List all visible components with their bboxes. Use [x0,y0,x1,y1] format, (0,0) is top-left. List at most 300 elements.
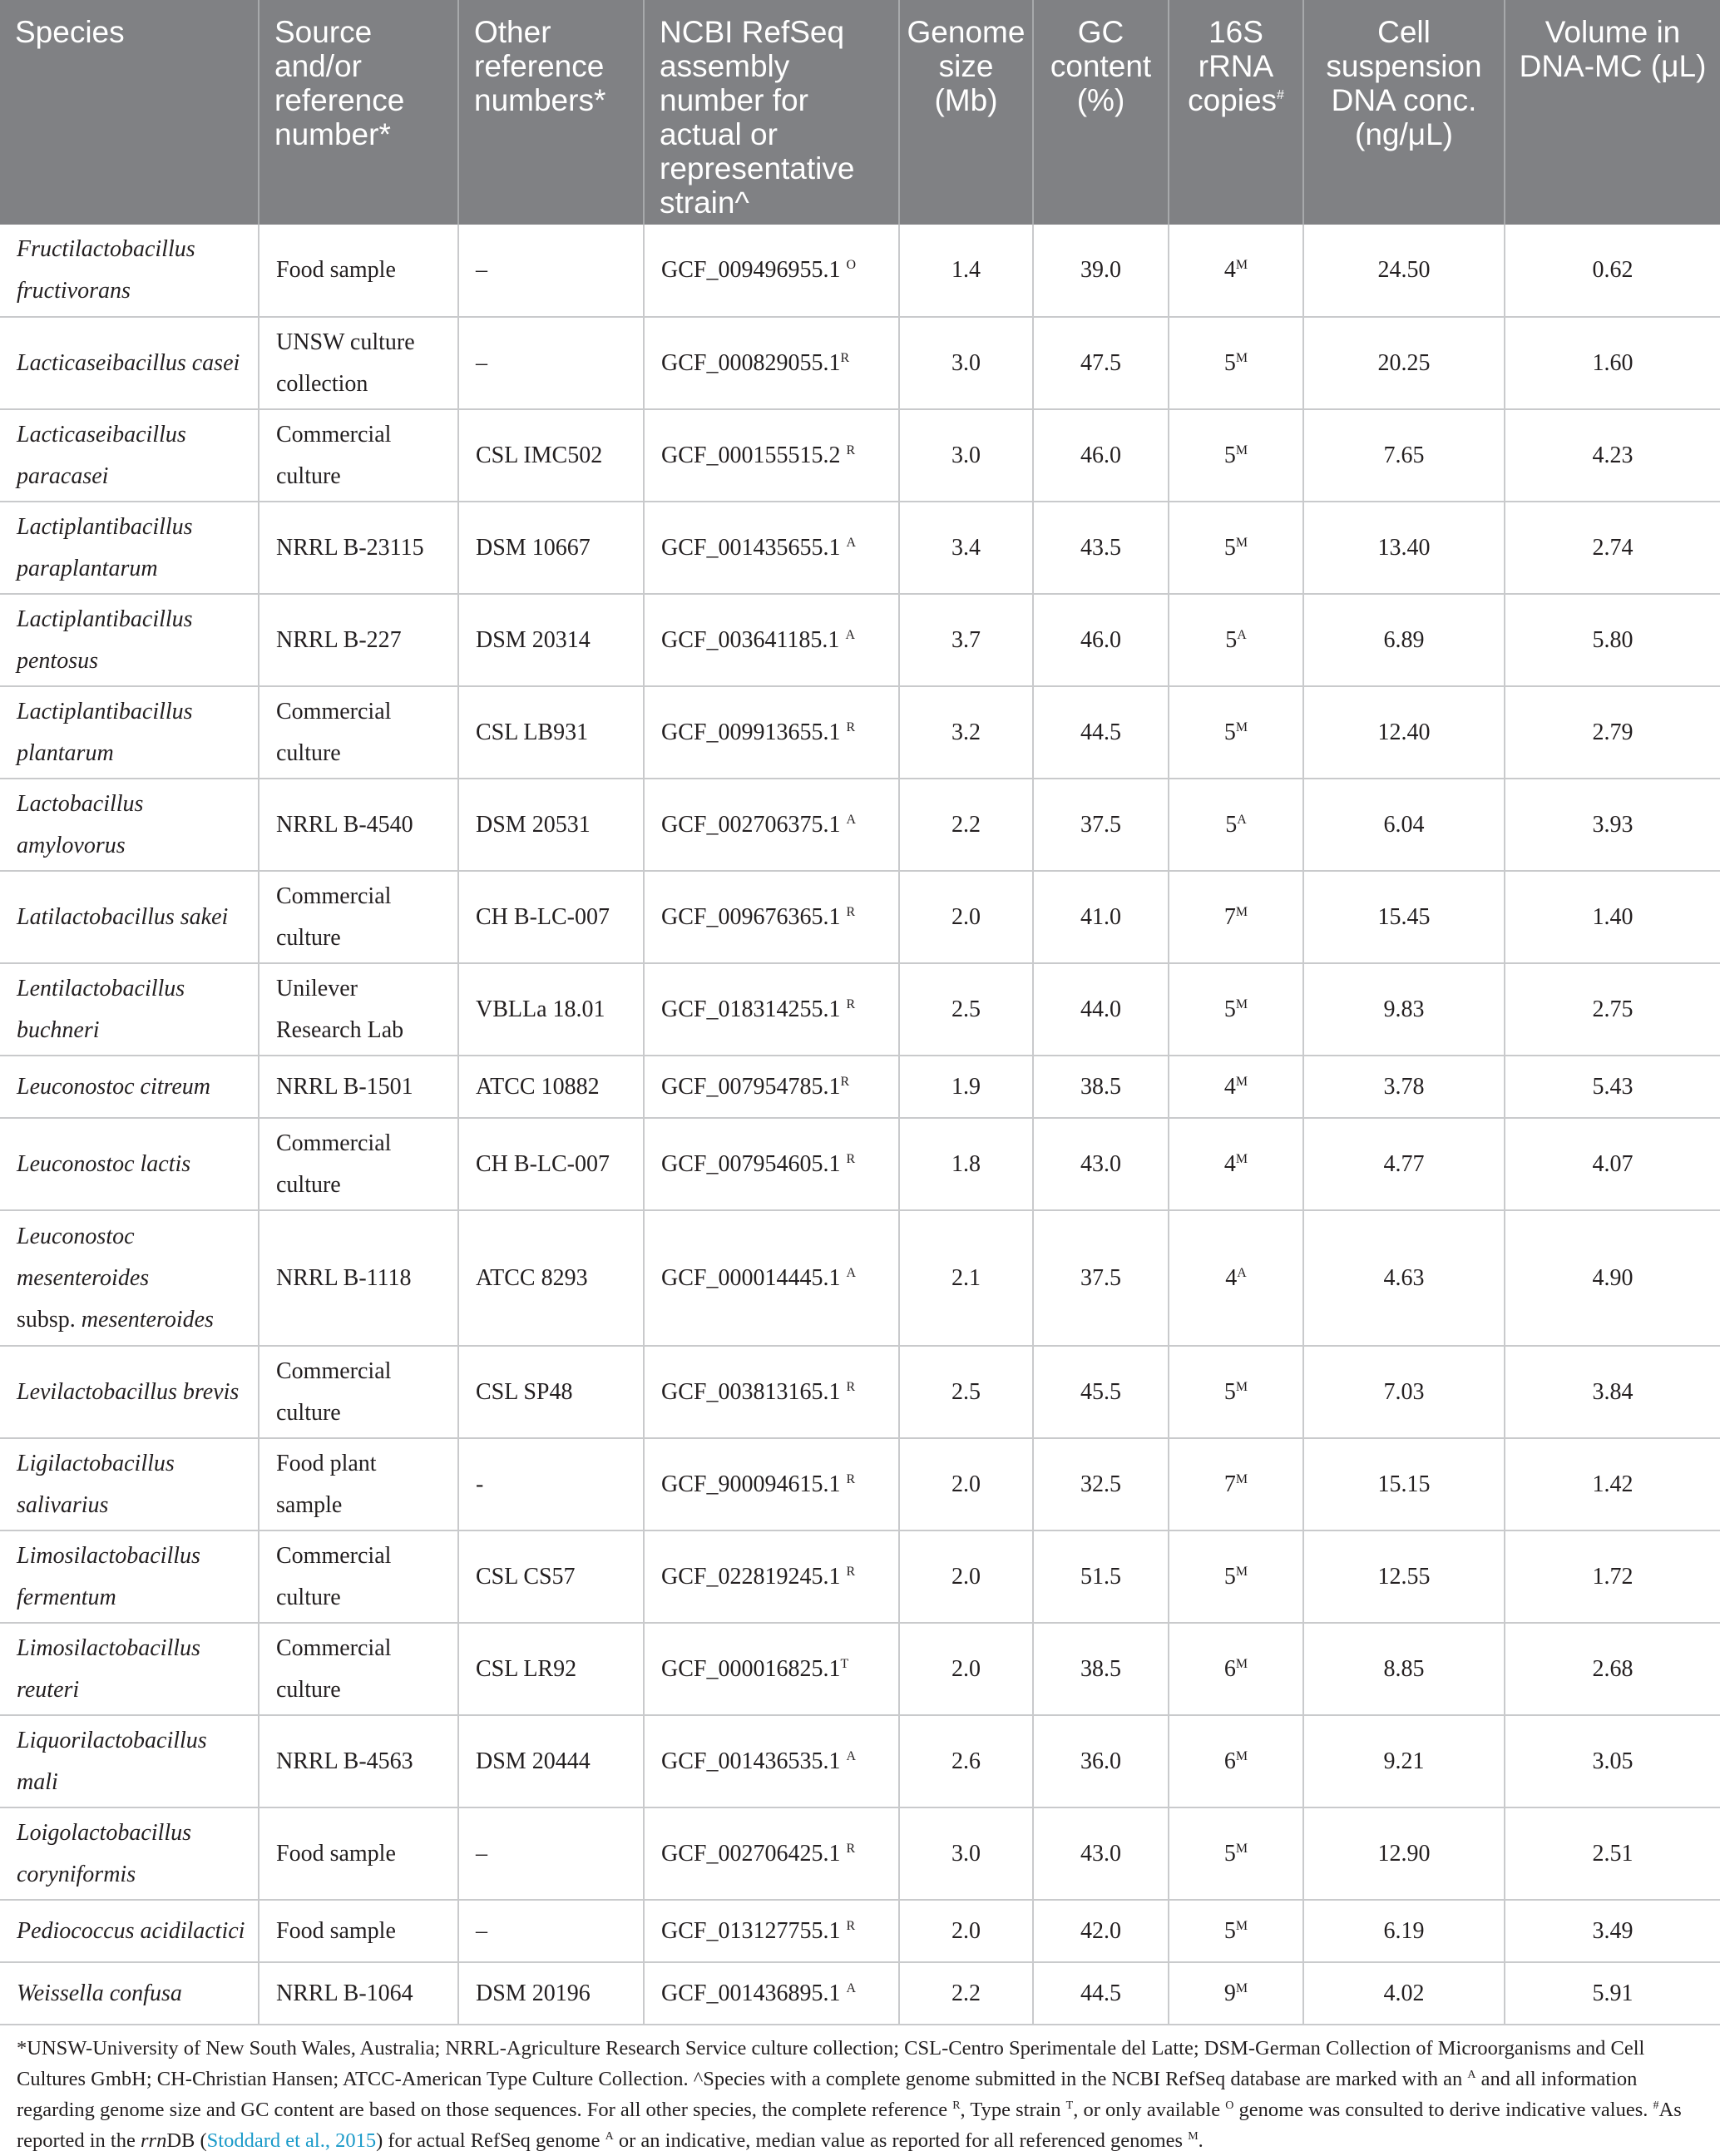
refseq-id: GCF_000014445.1 [661,1264,847,1291]
footnote-sup: T [1065,2099,1074,2112]
cell-refseq [644,1807,899,1900]
cell-gc-content: 39.0 [1033,225,1169,317]
header-other-refs: Other reference numbers* [458,0,644,225]
cell-source: NRRL B-23115 [259,502,458,594]
refseq-mark: A [845,627,855,642]
cell-volume: 2.74 [1505,502,1720,594]
table-row [0,686,1720,779]
table-row [0,1900,1720,1962]
cell-species: Lacticaseibacillus casei [0,317,259,409]
refseq-id: GCF_018314255.1 [661,996,847,1022]
refseq-mark: T [840,1656,849,1671]
rrna-value: 4 [1223,1150,1236,1177]
cell-dna-conc: 9.21 [1303,1715,1505,1807]
cell-refseq [644,1715,899,1807]
cell-other-refs: DSM 20444 [458,1715,644,1807]
rrna-value: 5 [1223,442,1236,468]
cell-dna-conc: 7.03 [1303,1346,1505,1438]
rrna-value: 4 [1225,1264,1238,1291]
footnote-sup: A [605,2130,614,2143]
cell-species [0,1210,259,1346]
header-genome-size: Genome size (Mb) [899,0,1033,225]
cell-genome-size: 3.7 [899,594,1033,686]
species-subsp: subsp. [17,1306,82,1333]
table-footnote [17,2033,1709,2156]
rrna-value: 6 [1223,1655,1236,1682]
cell-rrna-copies [1169,871,1303,963]
cell-dna-conc: 4.63 [1303,1210,1505,1346]
cell-dna-conc: 12.55 [1303,1530,1505,1623]
cell-genome-size: 2.5 [899,1346,1033,1438]
header-rrna-copies [1169,0,1303,225]
cell-other-refs: – [458,317,644,409]
refseq-id: GCF_009676365.1 [661,903,847,930]
cell-source: Commercial culture [259,1118,458,1210]
cell-gc-content: 46.0 [1033,409,1169,502]
cell-dna-conc: 6.89 [1303,594,1505,686]
refseq-mark: O [846,258,857,272]
cell-source: Commercial culture [259,871,458,963]
cell-other-refs: – [458,1807,644,1900]
cell-source: Commercial culture [259,1346,458,1438]
cell-dna-conc: 12.40 [1303,686,1505,779]
cell-gc-content: 36.0 [1033,1715,1169,1807]
cell-source: NRRL B-1118 [259,1210,458,1346]
cell-genome-size: 1.8 [899,1118,1033,1210]
cell-gc-content: 38.5 [1033,1056,1169,1118]
cell-volume: 4.90 [1505,1210,1720,1346]
cell-dna-conc: 7.65 [1303,409,1505,502]
table-row [0,1346,1720,1438]
footnote-sup: A [1467,2069,1476,2081]
cell-source: Food sample [259,1900,458,1962]
footnote-text: genome was consulted to derive indicative values. [1233,2099,1653,2121]
rrna-mark: M [1235,719,1248,734]
cell-refseq [644,963,899,1056]
cell-source: Commercial culture [259,1530,458,1623]
rrna-mark: M [1235,443,1248,457]
cell-other-refs: CSL LB931 [458,686,644,779]
header-rrna-label: 16S rRNA copies [1188,15,1278,117]
refseq-mark: R [846,1379,856,1394]
cell-species: Limosilactobacillus reuteri [0,1623,259,1715]
cell-source: Commercial culture [259,409,458,502]
cell-genome-size: 2.2 [899,779,1033,871]
cell-gc-content: 37.5 [1033,779,1169,871]
cell-volume: 5.43 [1505,1056,1720,1118]
table-row [0,1623,1720,1715]
cell-volume: 2.51 [1505,1807,1720,1900]
header-volume: Volume in DNA-MC (μL) [1505,0,1720,225]
refseq-id: GCF_007954605.1 [661,1150,847,1177]
cell-species: Lacticaseibacillus paracasei [0,409,259,502]
refseq-id: GCF_900094615.1 [661,1471,847,1497]
cell-other-refs: - [458,1438,644,1530]
cell-rrna-copies [1169,1056,1303,1118]
rrna-mark: M [1235,1748,1248,1763]
cell-genome-size: 2.0 [899,1623,1033,1715]
footnote-text: . [1198,2129,1204,2152]
table-row [0,1962,1720,2025]
refseq-id: GCF_003813165.1 [661,1378,847,1405]
footnote-sup: # [1653,2099,1659,2112]
footnote-sup: R [952,2099,961,2112]
cell-genome-size: 3.2 [899,686,1033,779]
cell-genome-size: 3.0 [899,317,1033,409]
cell-species: Lactiplantibacillus plantarum [0,686,259,779]
rrna-value: 5 [1223,534,1236,561]
cell-dna-conc: 6.04 [1303,779,1505,871]
cell-refseq [644,871,899,963]
cell-species: Fructilactobacillus fructivorans [0,225,259,317]
cell-rrna-copies [1169,317,1303,409]
cell-volume: 3.49 [1505,1900,1720,1962]
cell-dna-conc: 15.45 [1303,871,1505,963]
header-rrna-mark: # [1277,88,1284,102]
refseq-mark: R [846,1564,856,1579]
table-row [0,1210,1720,1346]
cell-refseq [644,1530,899,1623]
refseq-id: GCF_002706425.1 [661,1840,847,1867]
table-row [0,963,1720,1056]
rrna-mark: M [1235,1841,1248,1856]
footnote-sup: O [1225,2099,1234,2112]
cell-rrna-copies [1169,779,1303,871]
refseq-id: GCF_000016825.1 [661,1655,841,1682]
table-row [0,594,1720,686]
refseq-id: GCF_001436535.1 [661,1748,847,1774]
rrna-mark: M [1235,1656,1248,1671]
refseq-mark: R [846,1151,856,1166]
cell-source: Unilever Research Lab [259,963,458,1056]
cell-refseq [644,1210,899,1346]
rrna-value: 5 [1223,996,1236,1022]
cell-volume: 4.23 [1505,409,1720,502]
rrna-mark: M [1235,1074,1248,1089]
cell-other-refs: – [458,225,644,317]
cell-other-refs: DSM 20531 [458,779,644,871]
cell-other-refs: ATCC 8293 [458,1210,644,1346]
cell-volume: 3.05 [1505,1715,1720,1807]
refseq-id: GCF_009913655.1 [661,719,847,745]
cell-gc-content: 42.0 [1033,1900,1169,1962]
footnote-sup: M [1188,2130,1199,2143]
cell-source: NRRL B-1501 [259,1056,458,1118]
rrna-mark: M [1235,258,1248,272]
cell-dna-conc: 9.83 [1303,963,1505,1056]
cell-gc-content: 46.0 [1033,594,1169,686]
refseq-id: GCF_022819245.1 [661,1563,847,1590]
cell-refseq [644,1118,899,1210]
cell-volume: 1.42 [1505,1438,1720,1530]
cell-refseq [644,686,899,779]
cell-other-refs: DSM 10667 [458,502,644,594]
cell-source: NRRL B-4563 [259,1715,458,1807]
cell-species: Latilactobacillus sakei [0,871,259,963]
cell-gc-content: 47.5 [1033,317,1169,409]
cell-refseq [644,1438,899,1530]
footnote-text: ) for actual RefSeq genome [376,2129,605,2152]
cell-refseq [644,502,899,594]
cell-species: Leuconostoc lactis [0,1118,259,1210]
table-body [0,225,1720,2025]
refseq-mark: R [846,996,856,1011]
cell-species: Lactiplantibacillus paraplantarum [0,502,259,594]
rrna-mark: M [1235,996,1248,1011]
cell-refseq [644,409,899,502]
cell-other-refs: ATCC 10882 [458,1056,644,1118]
cell-source: Food sample [259,1807,458,1900]
cell-refseq [644,1900,899,1962]
refseq-mark: R [846,1841,856,1856]
cell-refseq [644,594,899,686]
cell-rrna-copies [1169,225,1303,317]
header-gc-content: GC content (%) [1033,0,1169,225]
cell-other-refs: VBLLa 18.01 [458,963,644,1056]
cell-refseq [644,1623,899,1715]
table-row [0,1438,1720,1530]
refseq-id: GCF_001436895.1 [661,1980,847,2006]
cell-dna-conc: 4.02 [1303,1962,1505,2025]
rrna-mark: M [1235,1379,1248,1394]
table-row [0,225,1720,317]
footnote-italic: rrn [141,2129,167,2152]
citation-link[interactable]: Stoddard et al., 2015 [206,2129,377,2152]
cell-species: Pediococcus acidilactici [0,1900,259,1962]
cell-rrna-copies [1169,1210,1303,1346]
cell-dna-conc: 20.25 [1303,317,1505,409]
cell-rrna-copies [1169,1715,1303,1807]
table-row [0,409,1720,502]
cell-rrna-copies [1169,1118,1303,1210]
cell-rrna-copies [1169,1438,1303,1530]
cell-rrna-copies [1169,1900,1303,1962]
cell-species: Lactiplantibacillus pentosus [0,594,259,686]
cell-species: Loigolactobacillus coryniformis [0,1807,259,1900]
rrna-mark: A [1237,1265,1247,1280]
cell-other-refs: DSM 20196 [458,1962,644,2025]
cell-genome-size: 3.0 [899,409,1033,502]
cell-refseq [644,1346,899,1438]
cell-rrna-copies [1169,963,1303,1056]
rrna-value: 4 [1223,1073,1236,1100]
refseq-mark: R [846,1471,856,1486]
footnote-text: *UNSW-University of New South Wales, Australia; NRRL-Agriculture Research Service culture collection; CSL-Centro Sperimentale del Latte; DSM-German Collection of Microorganisms and Cell Cultures GmbH; CH-Christian Hansen; ATCC-American Type Culture Collection. ^Species with a complete genome submitted in the NCBI RefSeq database are marked with an [17,2037,1645,2090]
cell-gc-content: 38.5 [1033,1623,1169,1715]
cell-other-refs: DSM 20314 [458,594,644,686]
cell-genome-size: 2.0 [899,871,1033,963]
cell-gc-content: 37.5 [1033,1210,1169,1346]
cell-rrna-copies [1169,409,1303,502]
cell-volume: 2.79 [1505,686,1720,779]
refseq-id: GCF_002706375.1 [661,811,847,838]
cell-gc-content: 32.5 [1033,1438,1169,1530]
table-row [0,779,1720,871]
cell-species: Lactobacillus amylovorus [0,779,259,871]
refseq-mark: A [846,1748,857,1763]
rrna-value: 5 [1223,1563,1236,1590]
footnote-text: As reported in the [17,2099,1682,2152]
cell-source: Commercial culture [259,1623,458,1715]
rrna-mark: M [1235,1471,1248,1486]
cell-volume: 2.68 [1505,1623,1720,1715]
cell-genome-size: 1.4 [899,225,1033,317]
cell-species: Levilactobacillus brevis [0,1346,259,1438]
cell-volume: 5.91 [1505,1962,1720,2025]
cell-rrna-copies [1169,1962,1303,2025]
rrna-mark: M [1235,1918,1248,1933]
rrna-mark: M [1235,904,1248,919]
refseq-id: GCF_001435655.1 [661,534,847,561]
refseq-mark: R [840,350,850,365]
cell-genome-size: 2.5 [899,963,1033,1056]
cell-dna-conc: 12.90 [1303,1807,1505,1900]
refseq-mark: A [846,535,857,550]
cell-volume: 4.07 [1505,1118,1720,1210]
cell-species: Leuconostoc citreum [0,1056,259,1118]
cell-genome-size: 2.1 [899,1210,1033,1346]
cell-genome-size: 2.6 [899,1715,1033,1807]
refseq-mark: R [846,1918,856,1933]
cell-refseq [644,1962,899,2025]
species-name: Leuconostoc mesenteroides [17,1223,150,1291]
cell-volume: 3.93 [1505,779,1720,871]
cell-other-refs: – [458,1900,644,1962]
cell-dna-conc: 3.78 [1303,1056,1505,1118]
cell-other-refs: CSL LR92 [458,1623,644,1715]
rrna-value: 5 [1223,1917,1236,1944]
rrna-value: 7 [1223,1471,1236,1497]
cell-other-refs: CH B-LC-007 [458,1118,644,1210]
cell-genome-size: 2.0 [899,1530,1033,1623]
rrna-value: 5 [1223,1840,1236,1867]
cell-volume: 1.40 [1505,871,1720,963]
species-subsp-name: mesenteroides [81,1306,214,1333]
cell-species: Weissella confusa [0,1962,259,2025]
footnote-text: DB ( [166,2129,207,2152]
rrna-mark: M [1235,1151,1248,1166]
cell-gc-content: 44.0 [1033,963,1169,1056]
cell-dna-conc: 8.85 [1303,1623,1505,1715]
refseq-mark: A [846,1265,857,1280]
cell-source: Food sample [259,225,458,317]
cell-dna-conc: 4.77 [1303,1118,1505,1210]
cell-rrna-copies [1169,686,1303,779]
refseq-mark: R [840,1074,850,1089]
rrna-value: 5 [1225,811,1238,838]
cell-genome-size: 2.0 [899,1438,1033,1530]
cell-other-refs: CSL CS57 [458,1530,644,1623]
cell-species: Liquorilactobacillus mali [0,1715,259,1807]
refseq-id: GCF_013127755.1 [661,1917,847,1944]
table-row [0,317,1720,409]
cell-rrna-copies [1169,1346,1303,1438]
cell-rrna-copies [1169,1623,1303,1715]
cell-species: Lentilactobacillus buchneri [0,963,259,1056]
cell-volume: 5.80 [1505,594,1720,686]
cell-refseq [644,779,899,871]
cell-source: NRRL B-1064 [259,1962,458,2025]
rrna-mark: M [1235,1980,1248,1995]
cell-rrna-copies [1169,594,1303,686]
header-refseq: NCBI RefSeq assembly number for actual or representative strain^ [644,0,899,225]
rrna-mark: A [1237,627,1247,642]
refseq-id: GCF_003641185.1 [661,626,846,653]
header-row [0,0,1720,225]
table-row [0,1118,1720,1210]
cell-refseq [644,225,899,317]
cell-volume: 0.62 [1505,225,1720,317]
table-row [0,1530,1720,1623]
cell-dna-conc: 6.19 [1303,1900,1505,1962]
cell-gc-content: 51.5 [1033,1530,1169,1623]
cell-species: Ligilactobacillus salivarius [0,1438,259,1530]
cell-other-refs: CH B-LC-007 [458,871,644,963]
refseq-mark: R [846,719,856,734]
cell-dna-conc: 15.15 [1303,1438,1505,1530]
refseq-id: GCF_000155515.2 [661,442,847,468]
cell-source: Food plant sample [259,1438,458,1530]
cell-volume: 2.75 [1505,963,1720,1056]
refseq-id: GCF_009496955.1 [661,257,847,283]
refseq-mark: A [846,812,857,827]
rrna-value: 5 [1225,626,1238,653]
rrna-value: 4 [1223,257,1236,283]
header-dna-conc: Cell suspension DNA conc. (ng/μL) [1303,0,1505,225]
cell-source: NRRL B-4540 [259,779,458,871]
cell-species: Limosilactobacillus fermentum [0,1530,259,1623]
cell-refseq [644,1056,899,1118]
table-row [0,871,1720,963]
cell-other-refs: CSL SP48 [458,1346,644,1438]
cell-genome-size: 1.9 [899,1056,1033,1118]
rrna-value: 5 [1223,349,1236,376]
table-row [0,502,1720,594]
header-source: Source and/or reference number* [259,0,458,225]
cell-source: Commercial culture [259,686,458,779]
cell-gc-content: 45.5 [1033,1346,1169,1438]
footnote-text: or an indicative, median value as reported for all referenced genomes [613,2129,1189,2152]
cell-source: UNSW culture collection [259,317,458,409]
rrna-value: 7 [1223,903,1236,930]
cell-gc-content: 43.0 [1033,1118,1169,1210]
cell-genome-size: 3.0 [899,1807,1033,1900]
cell-volume: 3.84 [1505,1346,1720,1438]
refseq-mark: R [846,904,856,919]
cell-other-refs: CSL IMC502 [458,409,644,502]
refseq-id: GCF_007954785.1 [661,1073,841,1100]
rrna-mark: M [1235,535,1248,550]
rrna-value: 5 [1223,719,1236,745]
cell-gc-content: 43.0 [1033,1807,1169,1900]
rrna-mark: A [1237,812,1247,827]
rrna-value: 6 [1223,1748,1236,1774]
refseq-mark: A [846,1980,857,1995]
cell-gc-content: 44.5 [1033,686,1169,779]
cell-gc-content: 41.0 [1033,871,1169,963]
rrna-mark: M [1235,350,1248,365]
cell-volume: 1.72 [1505,1530,1720,1623]
cell-source: NRRL B-227 [259,594,458,686]
table-row [0,1807,1720,1900]
footnote-text: and all information regarding genome size and GC content are based on those sequences. For all other species, the complete reference [17,2068,1638,2121]
cell-volume: 1.60 [1505,317,1720,409]
cell-genome-size: 3.4 [899,502,1033,594]
cell-genome-size: 2.2 [899,1962,1033,2025]
table-row [0,1056,1720,1118]
cell-dna-conc: 24.50 [1303,225,1505,317]
rrna-value: 9 [1223,1980,1236,2006]
